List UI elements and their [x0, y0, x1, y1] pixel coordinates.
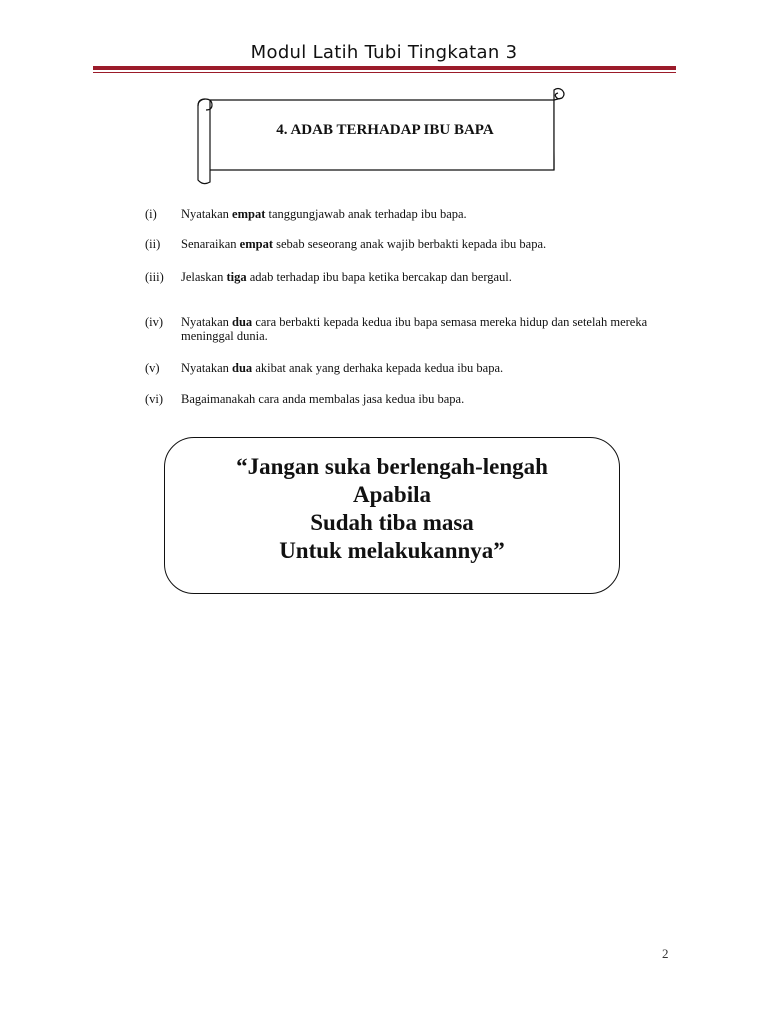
question-number: (iii): [145, 270, 164, 284]
header-rule-thick: [93, 66, 676, 70]
question-text: Bagaimanakah cara anda membalas jasa kedua ibu bapa.: [181, 392, 465, 406]
page-header-title: Modul Latih Tubi Tingkatan 3: [250, 42, 518, 63]
question-text: Jelaskan tiga adab terhadap ibu bapa ketika bercakap dan bergaul.: [181, 270, 512, 284]
question-number: (v): [145, 361, 160, 375]
question-text: Nyatakan empat tanggungjawab anak terhadap ibu bapa.: [181, 207, 467, 221]
question-text: Nyatakan dua cara berbakti kepada kedua ibu bapa semasa mereka hidup dan setelah mereka meninggal dunia.: [181, 315, 648, 343]
question-number: (ii): [145, 237, 161, 251]
question-text: Nyatakan dua akibat anak yang derhaka kepada kedua ibu bapa.: [181, 361, 504, 375]
section-title: 4. ADAB TERHADAP IBU BAPA: [276, 122, 494, 138]
question-number: (iv): [145, 315, 164, 329]
scroll-banner: [192, 86, 572, 186]
page-number: 2: [662, 946, 669, 961]
question-text: Senaraikan empat sebab seseorang anak wajib berbakti kepada ibu bapa.: [181, 237, 547, 251]
quote-line: Apabila: [353, 482, 431, 507]
header-rule-thin: [93, 72, 676, 73]
question-number: (i): [145, 207, 157, 221]
quote-line: Untuk melakukannya”: [279, 538, 505, 563]
quote-line: “Jangan suka berlengah-lengah: [236, 454, 548, 479]
quote-line: Sudah tiba masa: [310, 510, 474, 535]
quote-box: [164, 437, 620, 594]
quote-text: [165, 453, 619, 565]
question-number: (vi): [145, 392, 164, 406]
